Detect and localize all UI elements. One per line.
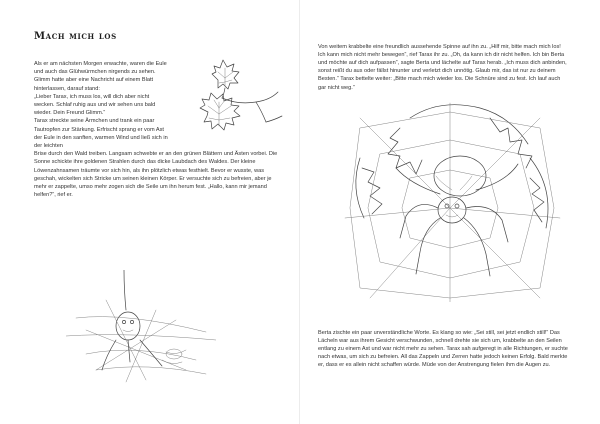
paragraph-spider-approach: Von weitem krabbelte eine freundlich aussehende Spinne auf ihn zu. „Hilf mir, bitte mach mich los! Ich kann mich nicht mehr bewegen“, rief Tarax ihr zu. „Oh, da kann ich dir nicht helfen. Ich bin Berta und möchte auf dich aufpassen“, sagte Berta und lächelte auf Tarax herab. „Ich muss dich anbinden, sonst reißt du aus oder fällst hinunter und verletzt dich unnötig. Glaub mir, das ist nur zu deinem Besten.“ Tarax bettelte weiter: „Bitte mach mich wieder los. Die Schnüre sind zu fest. Ich lauf auch gar nicht weg.“ <box>318 43 567 91</box>
paragraph-wind-a: Tarax streckte seine Ärmchen und trank ein paar Tautropfen zur Stärkung. Erfrischt sprang er vom Ast der Eule in den sanften, warmen Wind und ließ sich in der leichten <box>34 118 168 150</box>
glimm-note-quote: „Lieber Tarax, ich muss los, will dich aber nicht wecken. Schlaf ruhig aus und wir sehen uns bald wieder. Dein Freund Glimm.“ <box>34 93 156 117</box>
paragraph-berta-leaves: Berta zischte ein paar unverständliche Worte. Es klang so wie: „Sei still, sei jetzt endlich still!“ Das Lächeln war aus ihrem Gesicht verschwunden, schnell drehte sie sich um, krabbelte an den Seilen entlang zu einem Ast und war nicht mehr zu sehen. Tarax sah aufgeregt in alle Richtungen, er suchte nach etwas, um sich zu befreien. All das Zappeln und Zerren hatte jedoch keinen Erfolg. Bald merkte er, dass er es allein nicht schaffen würde. Müde von der Anstrengung fielen ihm die Augen zu. <box>318 329 568 369</box>
leaves-illustration <box>178 50 296 162</box>
chapter-title: Mach mich los <box>34 31 117 42</box>
paragraph-intro: Als er am nächsten Morgen erwachte, waren die Eule und auch das Glühwürmchen nirgends zu sehen. Glimm hatte aber eine Nachricht auf einem Blatt hinterlassen, darauf stand: <box>34 61 167 92</box>
tangled-seed-illustration <box>66 270 216 388</box>
spider-web-illustration <box>340 98 566 302</box>
paragraph-wind-b: Brise durch den Wald treiben. Langsam schwebte er an den grünen Blättern und Ästen vorbei. Die Sonne schickte ihre goldenen Strahlen durch das dicke Laubdach des Waldes. Der kleine Löwenzahnsamen träumte vor sich hin, als ihn plötzlich etwas festhielt. Bevor er wusste, was geschah, wickelten sich Stricke um seinen kleinen Körper. Er versuchte sich zu befreien, aber je mehr er zappelte, umso mehr zogen sich die Seile um ihn herum fest. „Hallo, kann mir jemand helfen?“, rief er. <box>34 151 278 199</box>
page-gutter <box>299 0 300 424</box>
